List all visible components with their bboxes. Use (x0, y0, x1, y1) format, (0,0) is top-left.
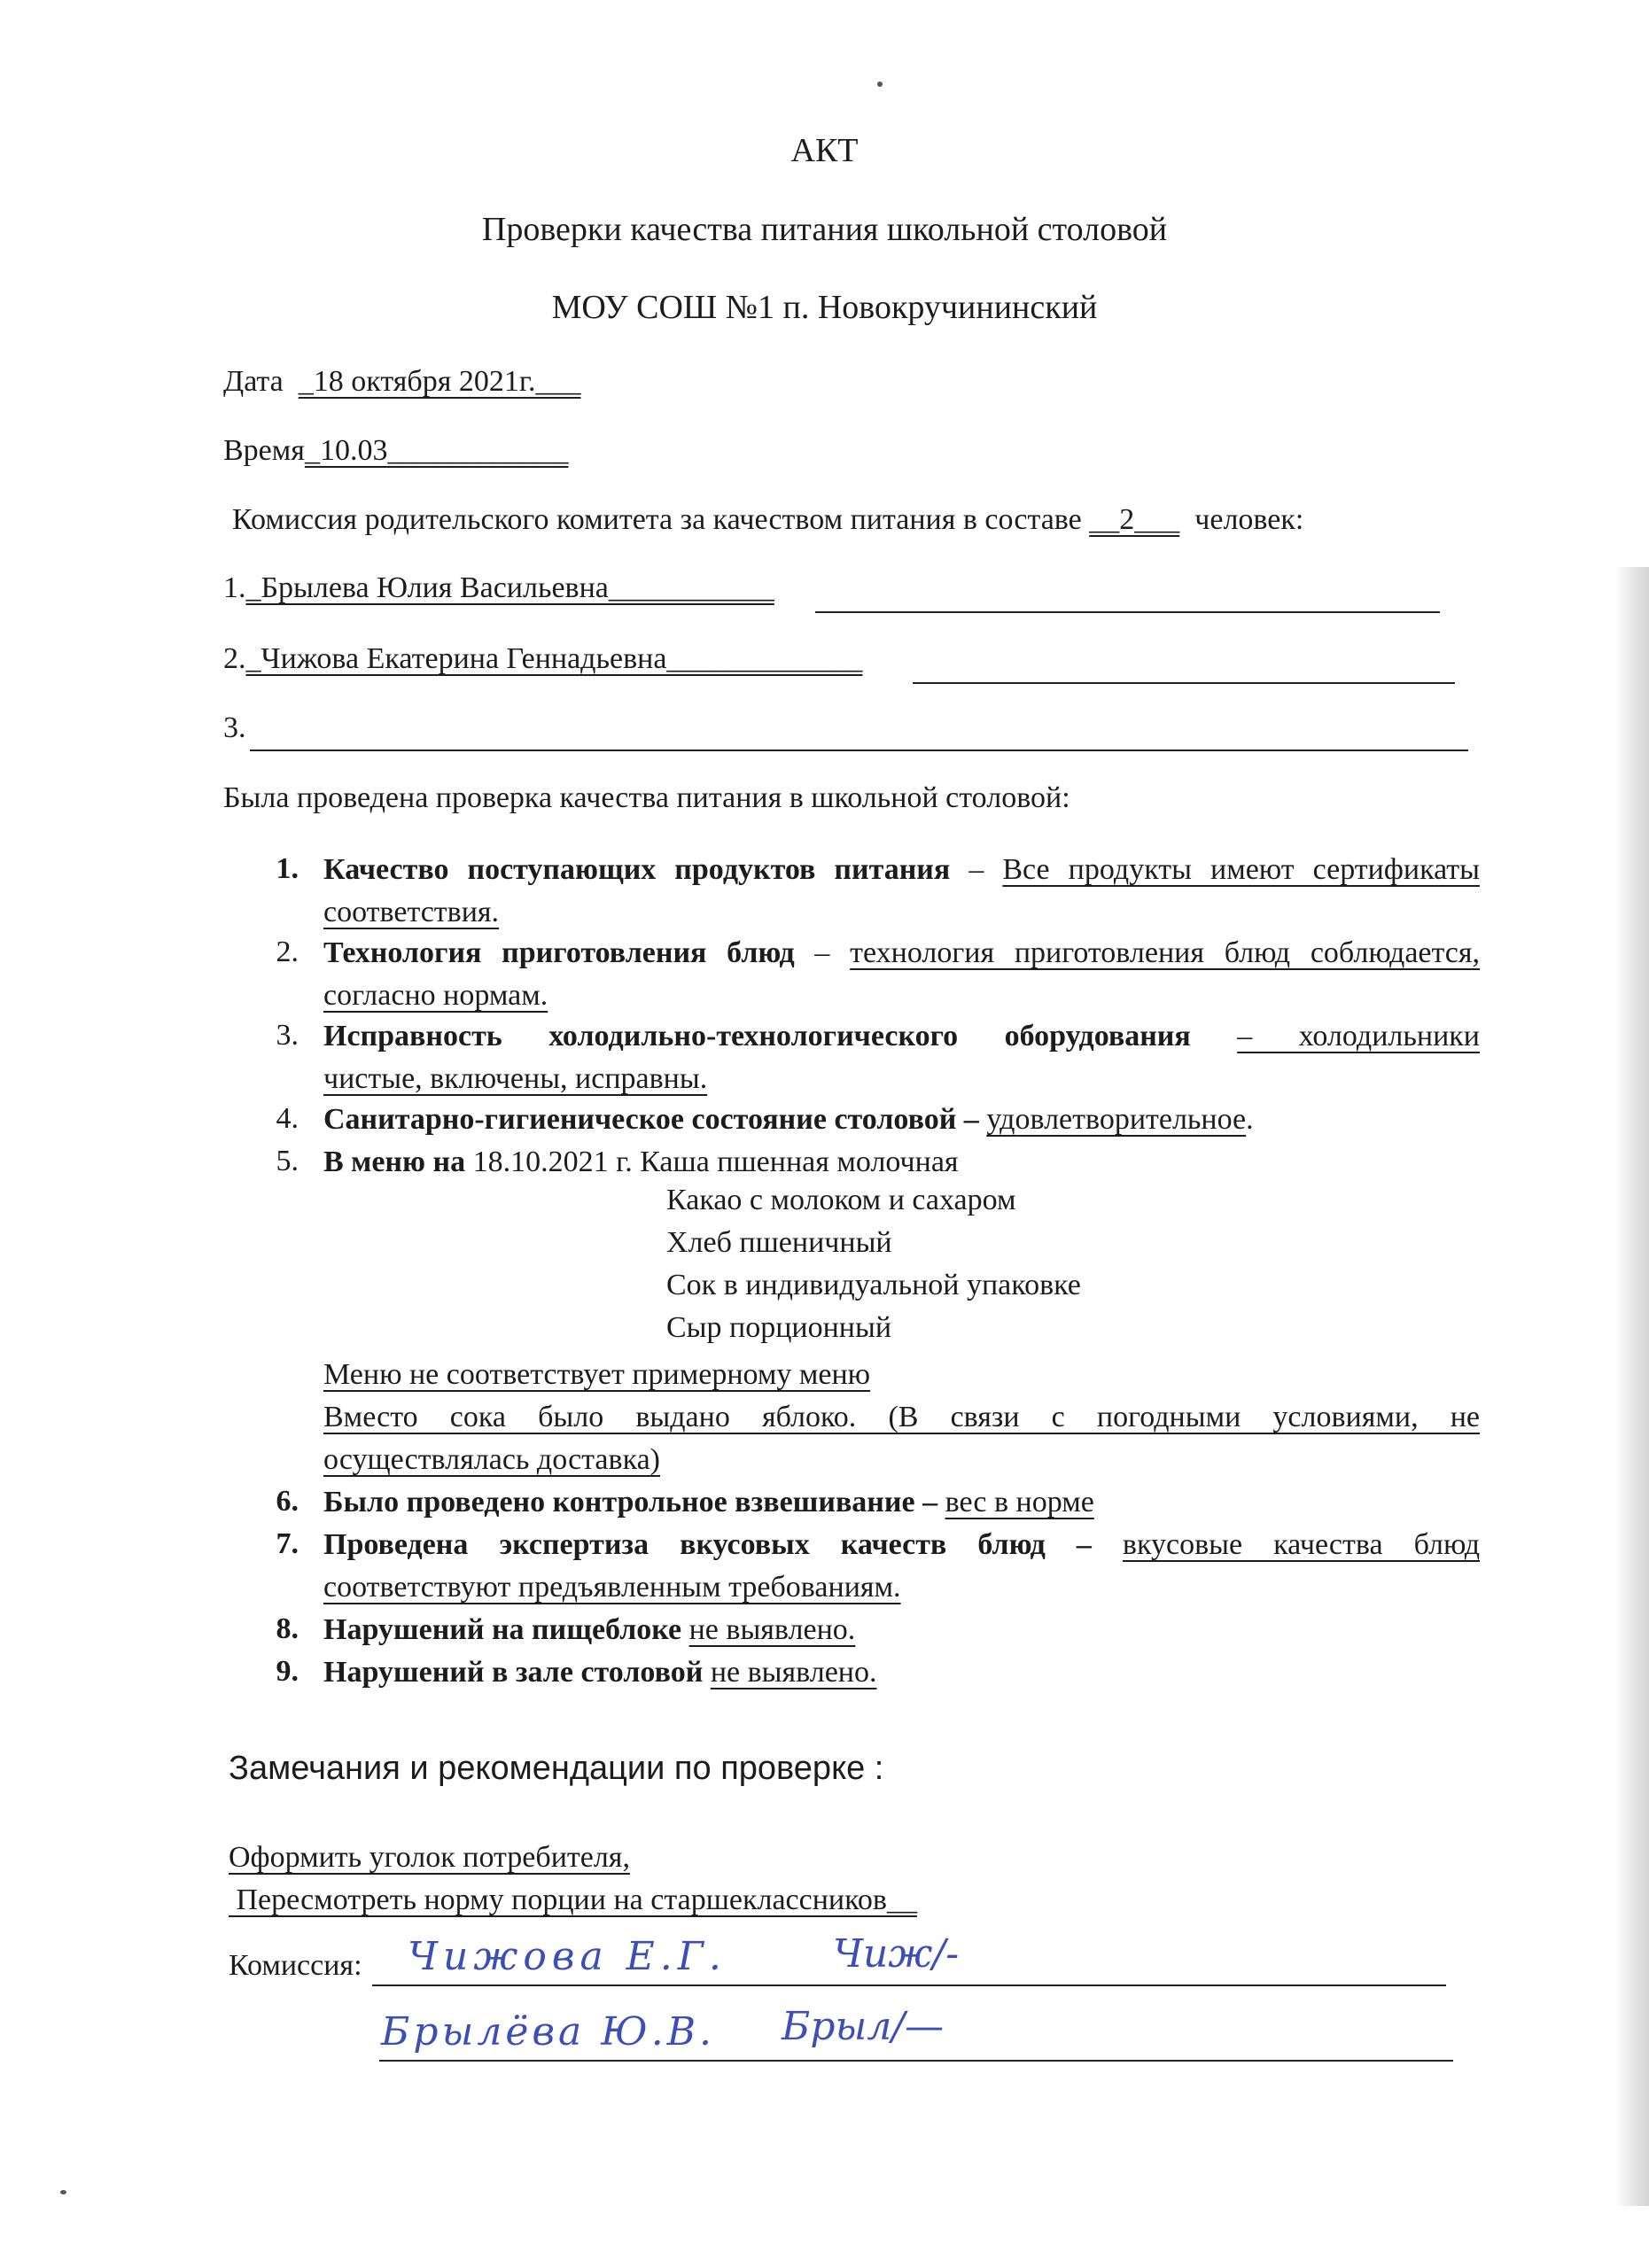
item-number: 1. (276, 852, 299, 885)
item-finding: – холодильники (1237, 1020, 1480, 1052)
item-number: 3. (276, 1019, 299, 1052)
item-finding: не выявлено. (710, 1656, 877, 1689)
time-label: Время (223, 434, 305, 467)
time-line (223, 434, 568, 468)
member-2-fill-line (913, 682, 1455, 684)
signature-line-2 (379, 2060, 1453, 2062)
time-value: _10.03____________ (304, 434, 569, 467)
item-separator (703, 1656, 711, 1689)
item-separator (937, 1486, 945, 1518)
item-2 (323, 932, 1480, 975)
date-value: _18 октября 2021г.___ (298, 365, 581, 398)
signature-2-name: Брылёва Ю.В. (381, 2009, 716, 2054)
item-1 (323, 849, 1480, 891)
signature-1-mark: Чиж/- (833, 1931, 960, 1977)
menu-note: Меню не соответствует примерному меню (323, 1358, 871, 1391)
item-finding: вкусовые качества блюд (1122, 1528, 1481, 1561)
menu-note-cont: осуществлялась доставка) (323, 1443, 660, 1476)
item-8 (323, 1609, 1480, 1651)
member-2 (223, 642, 862, 676)
item-finding: вес в норме (945, 1486, 1094, 1518)
item-heading: Нарушений на пищеблоке (323, 1613, 682, 1646)
item-heading: Качество поступающих продуктов питания (323, 853, 951, 886)
menu-item: Сок в индивидуальной упаковке (666, 1269, 1081, 1301)
check-intro: Была проведена проверка качества питания в школьной столовой: (223, 781, 1070, 814)
remark-line: Оформить уголок потребителя, (229, 1841, 630, 1874)
member-1-fill-line (815, 611, 1440, 613)
menu-item: Хлеб пшеничный (666, 1226, 892, 1259)
menu-item: Какао с молоком и сахаром (666, 1184, 1016, 1216)
menu-note: Вместо сока было выдано яблоко. (В связи с погодными условиями, не (323, 1401, 1480, 1433)
item-finding: технология приготовления блюд соблюдается, (850, 936, 1481, 969)
date-label: Дата (223, 365, 284, 398)
signature-1-name: Чижова Е.Г. (408, 1934, 727, 1979)
item-separator (1191, 1020, 1237, 1052)
item-separator: – (950, 853, 1003, 886)
item-finding: не выявлено. (688, 1613, 856, 1646)
item-number: 2. (276, 936, 299, 968)
scan-shadow-edge (1615, 567, 1649, 2206)
document-title: АКТ (790, 132, 859, 169)
member-number: 2. (223, 642, 246, 675)
scan-speck (60, 2190, 66, 2194)
menu-item: Сыр порционный (666, 1311, 892, 1344)
signature-2-mark: Брыл/— (782, 2004, 945, 2049)
member-3-fill-line (250, 750, 1468, 751)
item-heading: Технология приготовления блюд (323, 936, 795, 969)
date-line (223, 365, 580, 399)
item-finding: Все продукты имеют сертификаты (1002, 853, 1480, 886)
commission-count: __2___ (1089, 503, 1180, 536)
item-heading: Санитарно-гигиеническое состояние столовой – (323, 1103, 979, 1136)
commission-intro-suffix: человек: (1194, 503, 1304, 536)
item-tail: . (1246, 1103, 1254, 1136)
item-number: 5. (276, 1145, 299, 1177)
item-heading: Было проведено контрольное взвешивание – (323, 1486, 938, 1518)
member-1 (223, 571, 774, 605)
document-subtitle: Проверки качества питания школьной столовой (481, 211, 1168, 248)
member-3 (223, 711, 246, 745)
member-number: 1. (223, 571, 246, 604)
item-separator (681, 1613, 689, 1646)
item-6 (323, 1481, 1480, 1524)
member-number: 3. (223, 711, 246, 744)
scan-speck (877, 82, 883, 87)
item-number: 7. (276, 1527, 299, 1560)
item-number: 9. (276, 1655, 299, 1688)
item-separator: – (794, 936, 851, 969)
item-heading: Нарушений в зале столовой (323, 1656, 704, 1689)
item-separator (1092, 1528, 1123, 1561)
commission-intro-text: Комиссия родительского комитета за качеством питания в составе (232, 503, 1082, 536)
member-name: _Брылева Юлия Васильевна___________ (245, 571, 774, 604)
commission-intro (232, 503, 1303, 537)
item-heading: Проведена экспертиза вкусовых качеств блюд – (323, 1528, 1092, 1561)
item-7-cont: соответствуют предъявленным требованиям. (323, 1571, 901, 1604)
item-5 (323, 1141, 1480, 1184)
item-4 (323, 1099, 1480, 1141)
commission-label: Комиссия: (229, 1949, 362, 1982)
item-heading: В меню на (323, 1146, 466, 1178)
item-1-cont: соответствия. (323, 896, 500, 928)
item-2-cont: согласно нормам. (323, 979, 548, 1012)
remark-line: Пересмотреть норму порции на старшеклассников__ (229, 1884, 917, 1916)
remarks-title: Замечания и рекомендации по проверке : (229, 1750, 884, 1787)
item-9 (323, 1651, 1480, 1694)
item-number: 8. (276, 1612, 299, 1645)
item-3 (323, 1015, 1480, 1058)
member-name: _Чижова Екатерина Геннадьевна_____________ (245, 642, 863, 675)
item-number: 6. (276, 1485, 299, 1518)
item-heading: Исправность холодильно-технологического оборудования (323, 1020, 1191, 1052)
item-7 (323, 1524, 1480, 1566)
item-number: 4. (276, 1102, 299, 1135)
item-3-cont: чистые, включены, исправны. (323, 1062, 708, 1095)
signature-line-1 (372, 1984, 1446, 1986)
menu-first-dish: 18.10.2021 г. Каша пшенная молочная (465, 1146, 959, 1178)
item-finding: удовлетворительное (986, 1103, 1247, 1136)
school-name: МОУ СОШ №1 п. Новокручининский (551, 289, 1098, 326)
